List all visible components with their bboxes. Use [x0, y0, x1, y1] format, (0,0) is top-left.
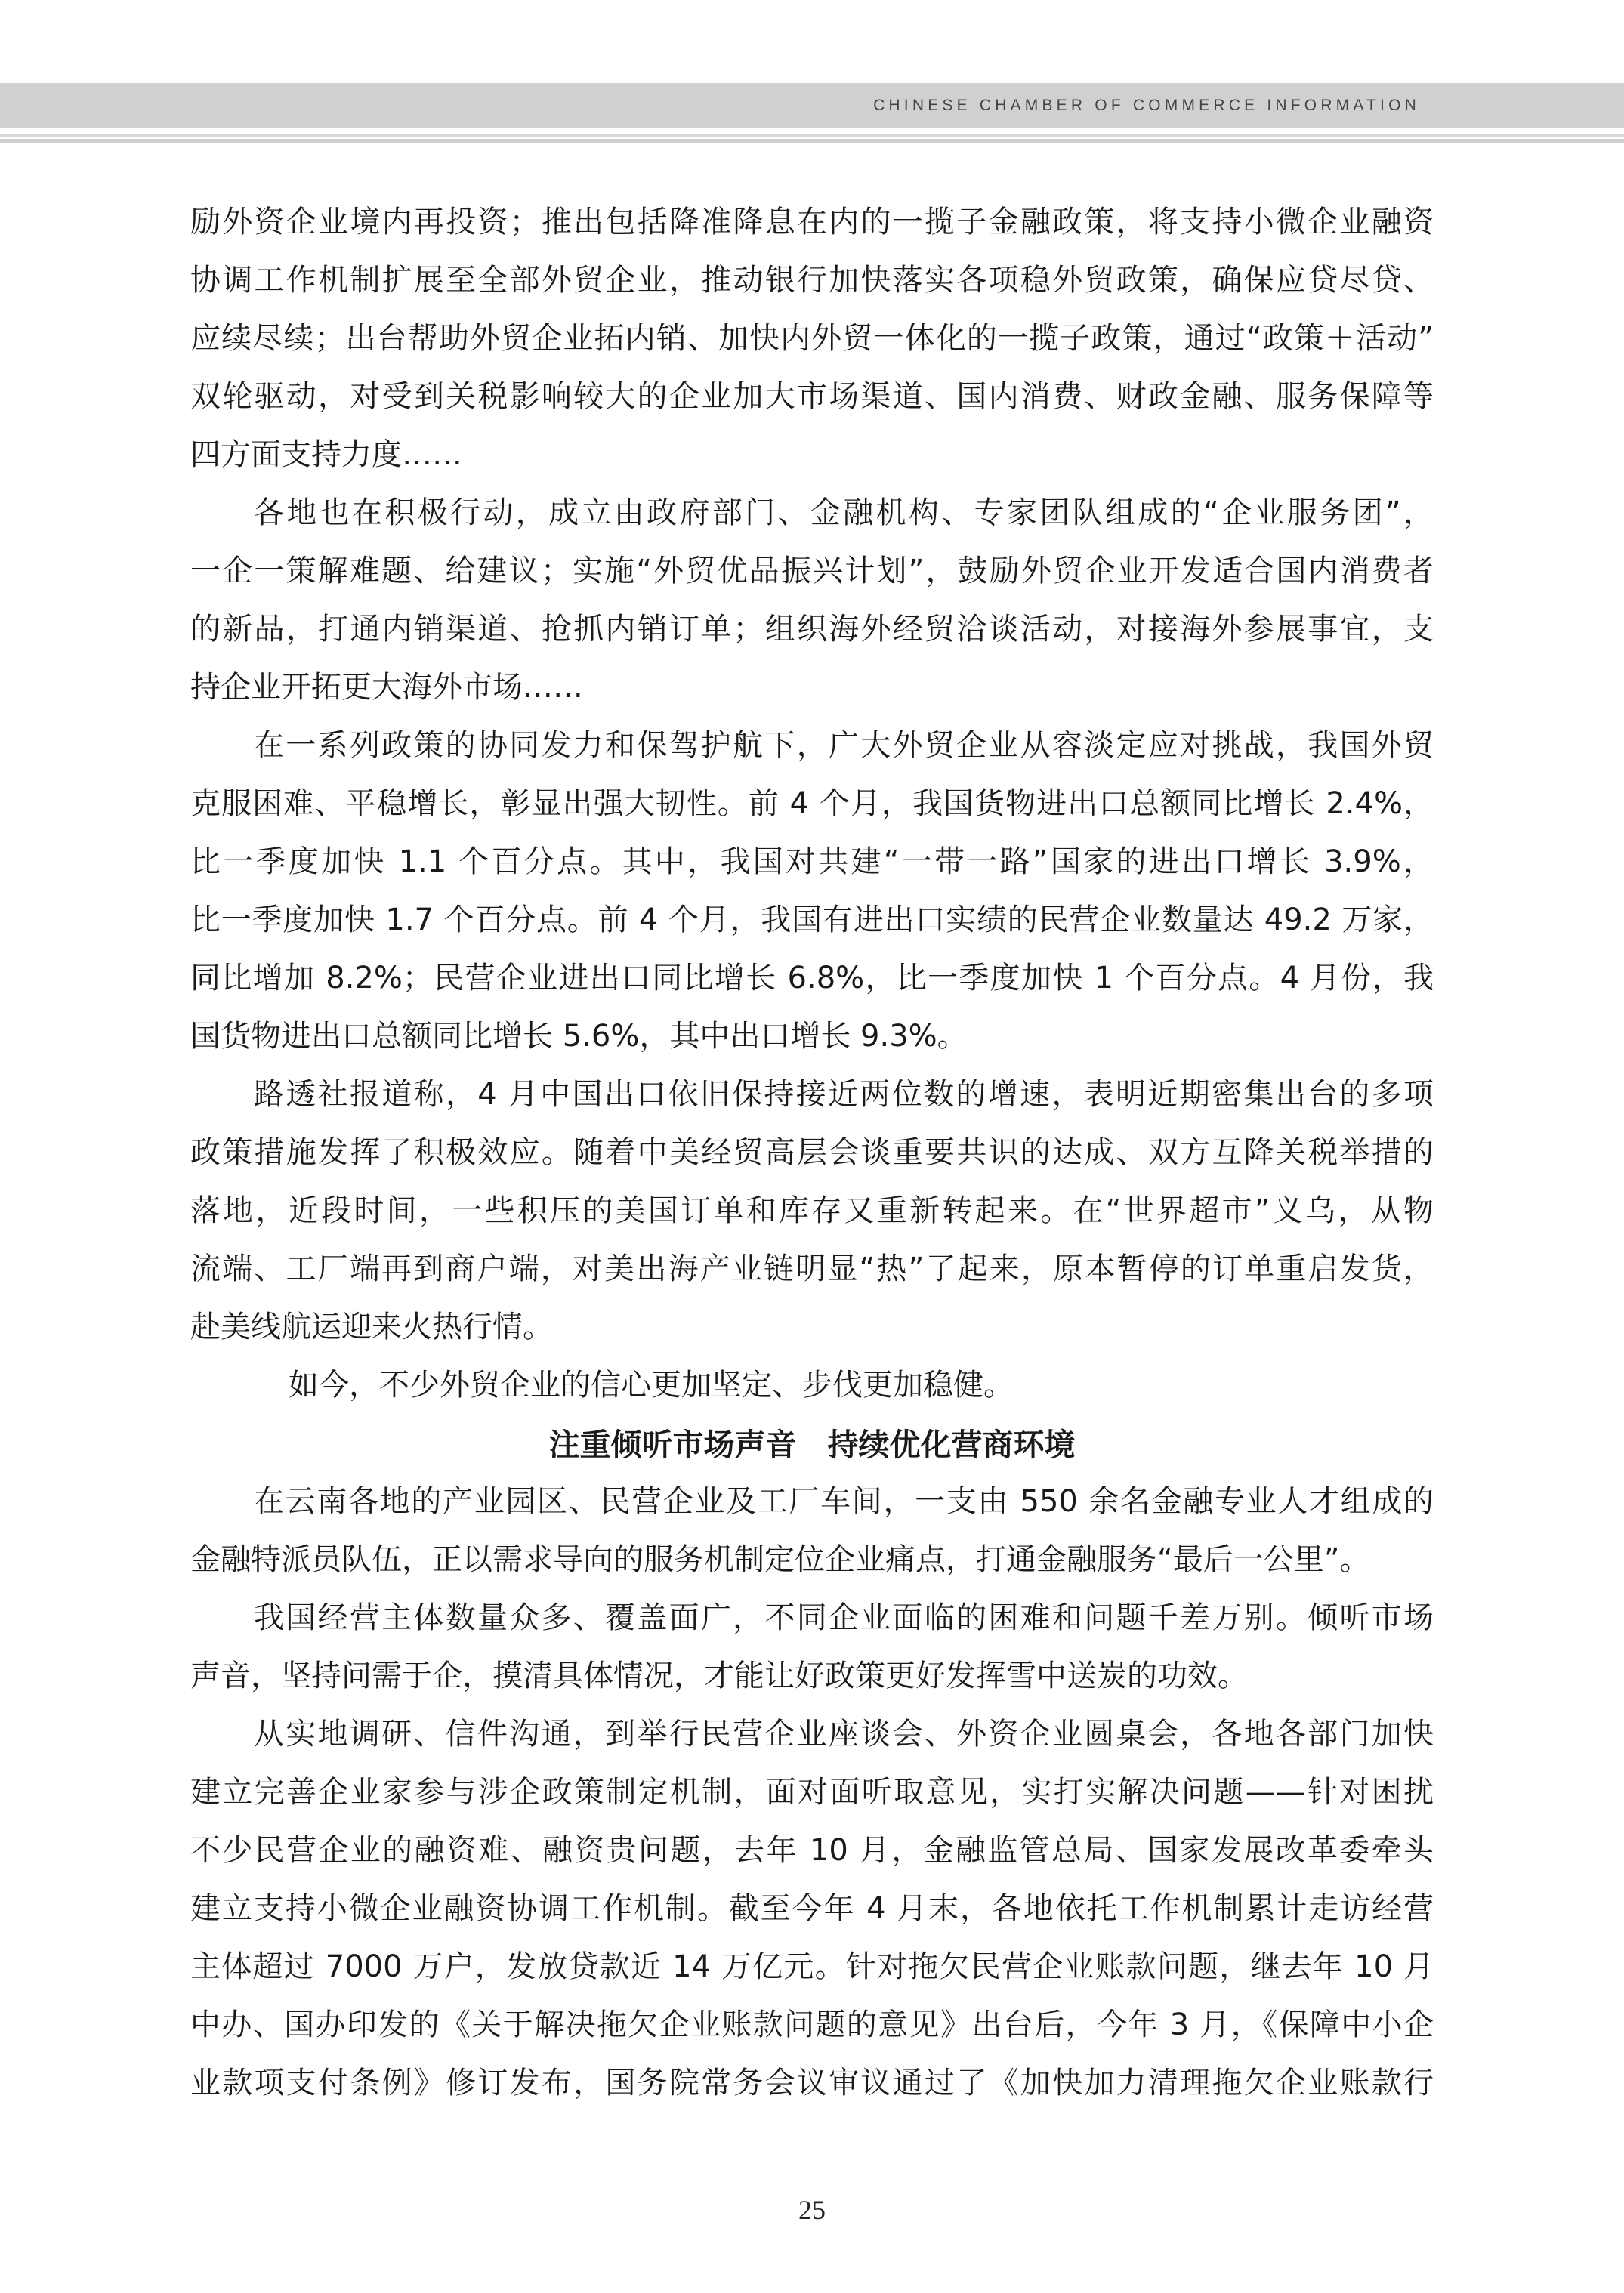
text-line: 各地也在积极行动，成立由政府部门、金融机构、专家团队组成的“企业服务团”， — [254, 495, 1434, 530]
header-rule — [0, 139, 1624, 143]
text-line: 比一季度加快 1.7 个百分点。前 4 个月，我国有进出口实绩的民营企业数量达 49.2 万家， — [190, 903, 1434, 937]
text-line: 比一季度加快 1.1 个百分点。其中，我国对共建“一带一路”国家的进出口增长 3.9%， — [190, 844, 1434, 879]
section-heading: 注重倾听市场声音 持续优化营商环境 — [548, 1427, 1076, 1463]
text-line: 金融特派员队伍，正以需求导向的服务机制定位企业痛点，打通金融服务“最后一公里”。 — [190, 1542, 1370, 1577]
text-line: 一企一策解难题、给建议；实施“外贸优品振兴计划”，鼓励外贸企业开发适合国内消费者 — [190, 554, 1434, 588]
text-line: 克服困难、平稳增长，彰显出强大韧性。前 4 个月，我国货物进出口总额同比增长 2.4%， — [190, 786, 1434, 821]
text-line: 建立支持小微企业融资协调工作机制。截至今年 4 月末，各地依托工作机制累计走访经营 — [190, 1891, 1434, 1926]
paragraph — [190, 1356, 1434, 1415]
text-line: 政策措施发挥了积极效应。随着中美经贸高层会谈重要共识的达成、双方互降关税举措的 — [190, 1135, 1434, 1170]
page-number: 25 — [798, 2195, 826, 2225]
text-line: 不少民营企业的融资难、融资贵问题，去年 10 月，金融监管总局、国家发展改革委牵头 — [190, 1833, 1434, 1868]
text-line: 双轮驱动，对受到关税影响较大的企业加大市场渠道、国内消费、财政金融、服务保障等 — [190, 379, 1434, 414]
paragraph — [190, 1066, 1434, 1356]
text-line: 同比增加 8.2%；民营企业进出口同比增长 6.8%，比一季度加快 1 个百分点。4 月份，我 — [190, 961, 1434, 995]
running-header-band — [0, 83, 1624, 128]
text-line: 主体超过 7000 万户，发放贷款近 14 万亿元。针对拖欠民营企业账款问题，继去年 10 月 — [190, 1949, 1434, 1984]
text-line: 的新品，打通内销渠道、抢抓内销订单；组织海外经贸洽谈活动，对接海外参展事宜，支 — [190, 612, 1434, 647]
running-header-title: CHINESE CHAMBER OF COMMERCE INFORMATION — [873, 97, 1420, 114]
paragraph — [190, 484, 1434, 717]
text-line: 流端、工厂端再到商户端，对美出海产业链明显“热”了起来，原本暂停的订单重启发货， — [190, 1251, 1434, 1286]
text-line: 路透社报道称，4 月中国出口依旧保持接近两位数的增速，表明近期密集出台的多项 — [254, 1077, 1434, 1112]
paragraph — [190, 1705, 1434, 2112]
paragraph — [190, 717, 1434, 1066]
text-line: 国货物进出口总额同比增长 5.6%，其中出口增长 9.3%。 — [190, 1019, 968, 1054]
text-line: 励外资企业境内再投资；推出包括降准降息在内的一揽子金融政策，将支持小微企业融资 — [190, 205, 1434, 239]
text-line: 我国经营主体数量众多、覆盖面广，不同企业面临的困难和问题千差万别。倾听市场 — [254, 1600, 1434, 1635]
paragraph — [190, 1473, 1434, 1589]
text-line: 如今，不少外贸企业的信心更加坚定、步伐更加稳健。 — [289, 1368, 1014, 1403]
text-line: 在一系列政策的协同发力和保驾护航下，广大外贸企业从容淡定应对挑战，我国外贸 — [254, 728, 1434, 763]
text-line: 在云南各地的产业园区、民营企业及工厂车间，一支由 550 余名金融专业人才组成的 — [254, 1484, 1434, 1519]
paragraph — [190, 193, 1434, 484]
text-line: 建立完善企业家参与涉企政策制定机制，面对面听取意见，实打实解决问题——针对困扰 — [190, 1775, 1434, 1810]
text-line: 协调工作机制扩展至全部外贸企业，推动银行加快落实各项稳外贸政策，确保应贷尽贷、 — [190, 263, 1434, 298]
text-line: 四方面支持力度…… — [190, 437, 462, 472]
text-line: 持企业开拓更大海外市场…… — [190, 670, 583, 705]
article-body — [190, 193, 1434, 2112]
text-line: 从实地调研、信件沟通，到举行民营企业座谈会、外资企业圆桌会，各地各部门加快 — [254, 1717, 1434, 1751]
text-line: 应续尽续；出台帮助外贸企业拓内销、加快内外贸一体化的一揽子政策，通过“政策＋活动” — [190, 321, 1434, 356]
text-line: 业款项支付条例》修订发布，国务院常务会议审议通过了《加快加力清理拖欠企业账款行 — [190, 2066, 1434, 2100]
text-line: 中办、国办印发的《关于解决拖欠企业账款问题的意见》出台后，今年 3 月，《保障中小企 — [190, 2008, 1434, 2042]
text-line: 赴美线航运迎来火热行情。 — [190, 1310, 553, 1344]
paragraph — [190, 1589, 1434, 1705]
text-line: 落地，近段时间，一些积压的美国订单和库存又重新转起来。在“世界超市”义乌，从物 — [190, 1193, 1434, 1228]
header-rule — [0, 134, 1624, 137]
text-line: 声音，坚持问需于企，摸清具体情况，才能让好政策更好发挥雪中送炭的功效。 — [190, 1659, 1248, 1693]
